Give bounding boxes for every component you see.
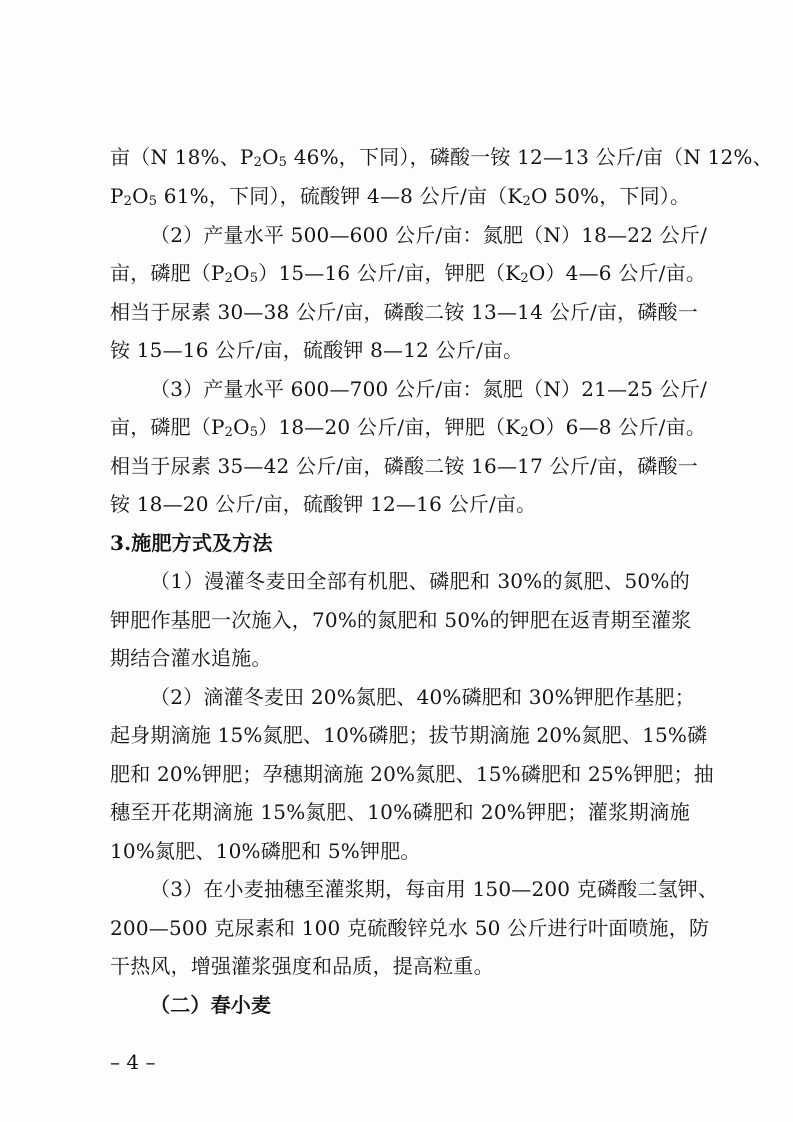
text-line: $P_2O_5$ 61%，下同），硫酸钾 4—8 公斤/亩（$K_2O$ 50%，下同）。 — [110, 184, 691, 209]
subscript: 5 — [249, 271, 259, 286]
text-line: （2）产量水平 500—600 公斤/亩：氮肥（N）18—22 公斤/ — [150, 223, 708, 247]
text-line: （1）漫灌冬麦田全部有机肥、磷肥和 30%的氮肥、50%的 — [150, 569, 690, 593]
text-line: 相当于尿素 35—42 公斤/亩，磷酸二铵 16—17 公斤/亩，磷酸一 — [110, 454, 698, 478]
text-line: （3）产量水平 600—700 公斤/亩：氮肥（N）21—25 公斤/ — [150, 377, 708, 401]
text-line: （3）在小麦抽穗至灌浆期，每亩用 150—200 克磷酸二氢钾、 — [150, 877, 719, 901]
text-line: （2）滴灌冬麦田 20%氮肥、40%磷肥和 30%钾肥作基肥； — [150, 685, 695, 709]
text-line: 相当于尿素 30—38 公斤/亩，磷酸二铵 13—14 公斤/亩，磷酸一 — [110, 300, 698, 324]
text-line: 钾肥作基肥一次施入，70%的氮肥和 50%的钾肥在返青期至灌浆 — [110, 608, 692, 632]
page-number: – 4 – — [110, 1050, 156, 1074]
subscript: 2 — [123, 194, 133, 209]
subscript: 5 — [278, 155, 288, 170]
text-line: 起身期滴施 15%氮肥、10%磷肥；拔节期滴施 20%氮肥、15%磷 — [110, 723, 708, 747]
text-line: 200—500 克尿素和 100 克硫酸锌兑水 50 公斤进行叶面喷施，防 — [110, 916, 710, 940]
subscript: 5 — [148, 194, 158, 209]
subscript: 2 — [224, 425, 234, 440]
text-line: 期结合灌水追施。 — [110, 646, 272, 670]
text-line: 亩（N 18%、$P_2O_5$ 46%，下同），磷酸一铵 12—13 公斤/亩（N 12%、 — [110, 145, 773, 170]
text-line: 亩，磷肥$(P_2O_5)15—16$ 公斤/亩，钾肥$(K_2O)4—6$ 公斤/亩。 — [110, 261, 707, 286]
text-line: 10%氮肥、10%磷肥和 5%钾肥。 — [110, 839, 421, 863]
subscript: 2 — [224, 271, 234, 286]
text-line: 干热风，增强灌浆强度和品质，提高粒重。 — [110, 954, 494, 978]
subsection-heading: （二）春小麦 — [150, 993, 272, 1017]
subscript: 5 — [249, 425, 259, 440]
subscript: 2 — [253, 155, 263, 170]
text-line: 穗至开花期滴施 15%氮肥、10%磷肥和 20%钾肥；灌浆期滴施 — [110, 800, 690, 824]
subscript: 2 — [520, 425, 529, 440]
text-line: 铵 15—16 公斤/亩，硫酸钾 8—12 公斤/亩。 — [110, 338, 524, 362]
text-line: 肥和 20%钾肥；孕穗期滴施 20%氮肥、15%磷肥和 25%钾肥；抽 — [110, 762, 714, 786]
subscript: 2 — [522, 194, 531, 209]
text-line: 亩，磷肥$(P_2O_5)18—20$ 公斤/亩，钾肥$(K_2O)6—8$ 公斤/亩。 — [110, 415, 707, 440]
text-line: 铵 18—20 公斤/亩，硫酸钾 12—16 公斤/亩。 — [110, 492, 537, 516]
subscript: 2 — [520, 271, 529, 286]
section-heading: 3.施肥方式及方法 — [110, 531, 273, 555]
